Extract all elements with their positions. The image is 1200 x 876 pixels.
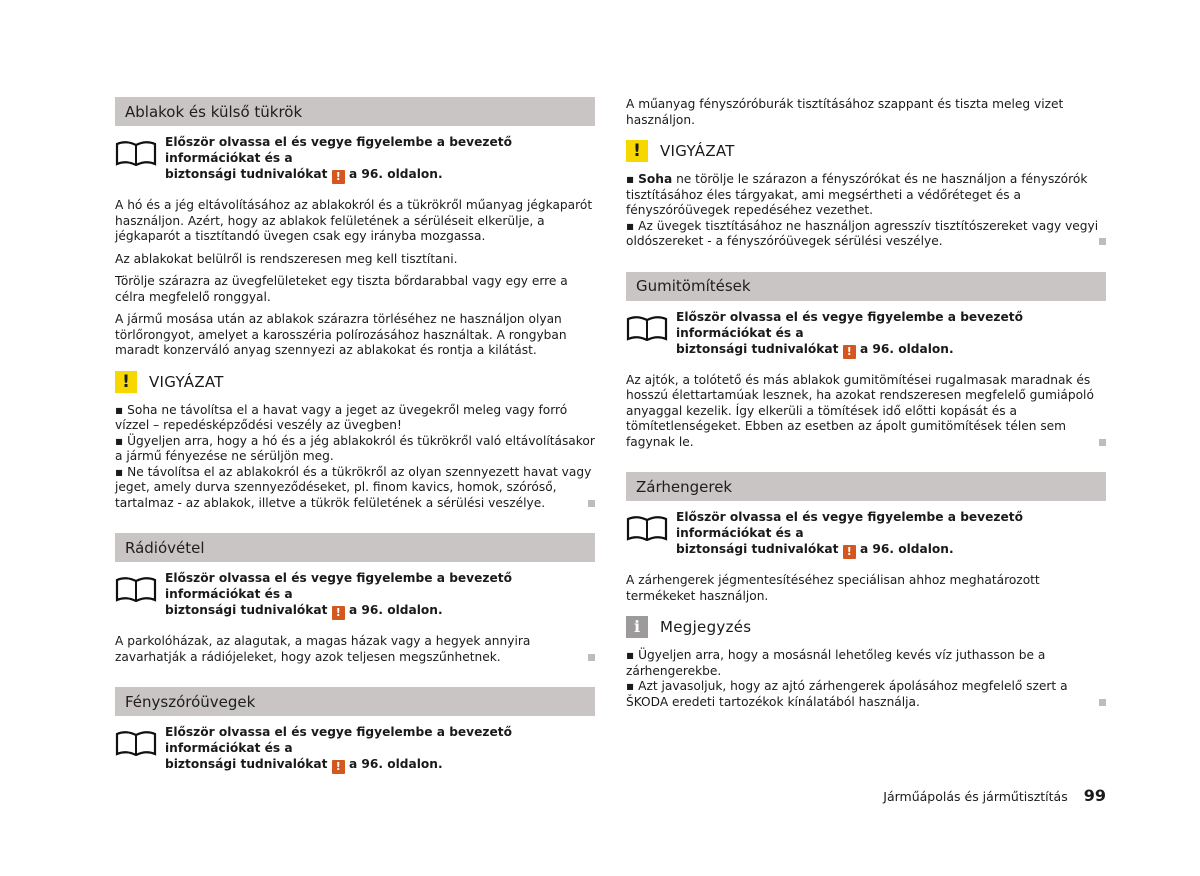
left-column xyxy=(115,97,595,796)
list-item: ▪ Ügyeljen arra, hogy a mosásnál lehetőleg kevés víz juthasson be a zárhengerekbe. xyxy=(626,648,1046,678)
read-note-line1: Először olvassa el és vegye figyelembe a bevezető információkat és a xyxy=(676,510,1023,540)
read-first-note xyxy=(626,309,1106,359)
end-marker xyxy=(1099,439,1106,446)
read-note-line2: biztonsági tudnivalókat xyxy=(165,603,328,617)
book-icon xyxy=(115,576,157,602)
read-first-note xyxy=(115,570,595,620)
section-title: Rádióvétel xyxy=(115,533,595,562)
warning-title: VIGYÁZAT xyxy=(660,142,735,160)
note-title: Megjegyzés xyxy=(660,618,752,636)
book-icon xyxy=(626,315,668,341)
info-icon: i xyxy=(626,616,648,638)
read-note-line1: Először olvassa el és vegye figyelembe a bevezető információkat és a xyxy=(165,571,512,601)
read-note-page: a 96. oldalon. xyxy=(348,167,443,181)
read-note-page: a 96. oldalon. xyxy=(859,341,954,356)
paragraph: A jármű mosása után az ablakok szárazra törléséhez ne használjon olyan törlőrongyot, amelyet a karosszéria polírozásához használtak. A rongyban maradt konzerváló anyag szennyezi az ablakokat és rontja a kilátást. xyxy=(115,312,567,357)
list-item: ▪ Azt javasoljuk, hogy az ajtó zárhengerek ápolásához megfelelő szert a ŠKODA eredeti tartozékok kínálatából használja. xyxy=(626,679,1106,710)
end-marker xyxy=(588,654,595,661)
exclamation-icon: ! xyxy=(843,545,856,559)
warning-title: VIGYÁZAT xyxy=(149,372,224,391)
note-header xyxy=(626,616,1106,638)
read-note-line1: Először olvassa el és vegye figyelembe a bevezető információkat és a xyxy=(165,725,512,755)
section-windows xyxy=(115,97,595,511)
read-note-line1: Először olvassa el és vegye figyelembe a bevezető információkat és a xyxy=(165,135,512,165)
read-note-page: a 96. oldalon. xyxy=(348,757,443,771)
section-radio xyxy=(115,533,595,665)
section-title: Gumitömítések xyxy=(626,272,1106,301)
read-note-line2: biztonsági tudnivalókat xyxy=(676,341,839,356)
exclamation-icon: ! xyxy=(843,345,856,359)
section-seals xyxy=(626,272,1106,451)
read-first-note xyxy=(115,134,595,184)
book-icon xyxy=(626,515,668,541)
read-first-note xyxy=(626,509,1106,559)
paragraph: Az ajtók, a tolótető és más ablakok gumitömítései rugalmasak maradnak és hosszú élettartamúak lesznek, ha azokat rendszeresen megfelelő gumiápoló anyaggal kezelik. Így elkerüli a tömítések idő előtti kopását és a tömítetlenségeket. Ebben az esetben az ápolt gumitömítések télen sem fagynak le. xyxy=(626,373,1106,451)
right-column xyxy=(626,97,1106,732)
exclamation-icon: ! xyxy=(332,760,345,774)
paragraph: A zárhengerek jégmentesítéséhez speciálisan ahhoz meghatározott termékeket használjon. xyxy=(626,573,1040,603)
read-note-line2: biztonsági tudnivalókat xyxy=(165,167,328,181)
book-icon xyxy=(115,730,157,756)
exclamation-icon: ! xyxy=(332,606,345,620)
paragraph: A hó és a jég eltávolításához az ablakokról és a tükrökről műanyag jégkaparót használjon. Azért, hogy az ablakok felületének a sérüléseit elkerülje, a jégkaparót a tisztítandó üvegen csak egy irányba mozgassa. xyxy=(115,198,593,243)
section-title: Ablakok és külső tükrök xyxy=(115,97,595,126)
warning-icon: ! xyxy=(626,140,648,162)
read-note-line2: biztonsági tudnivalókat xyxy=(165,757,328,771)
page-number: 99 xyxy=(1083,786,1106,805)
end-marker xyxy=(1099,699,1106,706)
list-item: ▪ Soha ne távolítsa el a havat vagy a jeget az üvegekről meleg vagy forró vízzel – repedésképződési veszély az üvegben! xyxy=(115,402,568,432)
section-title: Zárhengerek xyxy=(626,472,1106,501)
section-headlight-glass xyxy=(115,687,595,774)
warning-header xyxy=(626,140,1106,162)
warning-list xyxy=(626,172,1106,250)
chapter-title: Járműápolás és járműtisztítás xyxy=(883,789,1068,804)
list-item: ▪ Ne távolítsa el az ablakokról és a tükrökről az olyan szennyezett havat vagy jeget, amely durva szennyeződéseket, pl. finom kavics, homok, szóróső, tartalmaz - az ablakok, illetve a tükrök felületének a sérülési veszélye. xyxy=(115,465,595,512)
warning-header xyxy=(115,371,595,393)
note-list xyxy=(626,648,1106,710)
paragraph: A műanyag fényszóróburák tisztításához szappant és tiszta meleg vizet használjon. xyxy=(626,97,1064,127)
read-note-page: a 96. oldalon. xyxy=(859,542,954,556)
exclamation-icon: ! xyxy=(332,170,345,184)
warning-icon: ! xyxy=(115,371,137,393)
list-item: ▪ Az üvegek tisztításához ne használjon agresszív tisztítószereket vagy vegyi oldószereket - a fényszóróüvegek sérülési veszélye. xyxy=(626,219,1106,250)
paragraph: Törölje szárazra az üvegfelületeket egy tiszta bőrdarabbal vagy egy erre a célra megfelelő ronggyal. xyxy=(115,274,568,304)
read-note-line2: biztonsági tudnivalókat xyxy=(676,542,839,556)
book-icon xyxy=(115,140,157,166)
read-first-note xyxy=(115,724,595,774)
end-marker xyxy=(1099,238,1106,245)
list-item: ▪ Ügyeljen arra, hogy a hó és a jég ablakokról és tükrökről való eltávolításakor a jármű fényezése ne sérüljön meg. xyxy=(115,433,595,463)
section-locks xyxy=(626,472,1106,710)
read-note-line1: Először olvassa el és vegye figyelembe a bevezető információkat és a xyxy=(676,309,1023,340)
section-title: Fényszóróüvegek xyxy=(115,687,595,716)
paragraph: A parkolóházak, az alagutak, a magas házak vagy a hegyek annyira zavarhatják a rádiójeleket, hogy azok teljesen megszűnhetnek. xyxy=(115,634,595,665)
warning-list xyxy=(115,403,595,512)
paragraph: Az ablakokat belülről is rendszeresen meg kell tisztítani. xyxy=(115,251,458,266)
list-item: ▪ Soha ne törölje le szárazon a fényszórókat és ne használjon a fényszórók tisztításához éles tárgyakat, ami megsértheti a védőréteget és a fényszóróüvegek repedéséhez vezethet. xyxy=(626,172,1088,217)
end-marker xyxy=(588,500,595,507)
read-note-page: a 96. oldalon. xyxy=(348,603,443,617)
page-footer xyxy=(826,786,1106,805)
